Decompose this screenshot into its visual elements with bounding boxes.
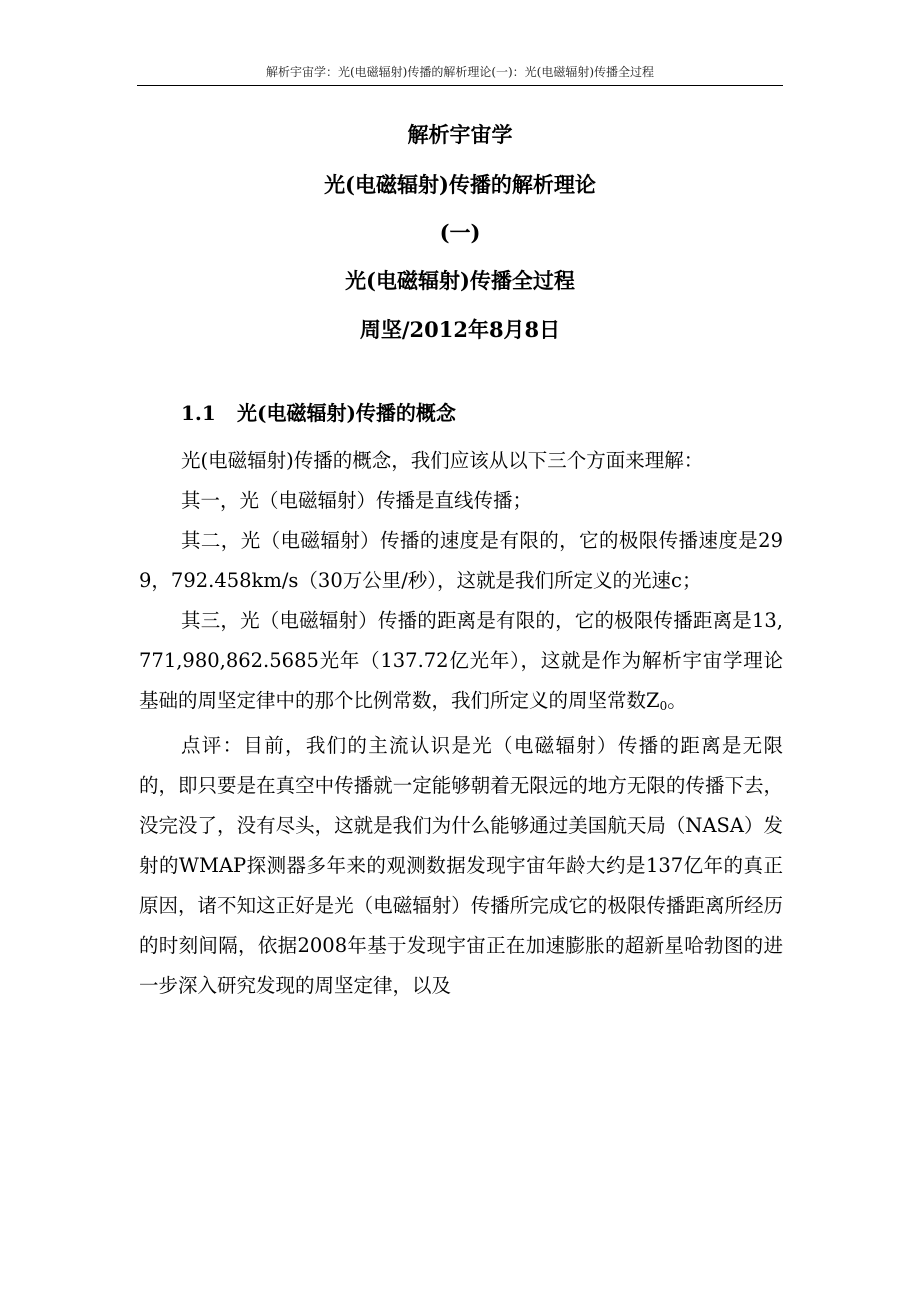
section-heading (181, 398, 456, 428)
paragraph-first: 其一，光（电磁辐射）传播是直线传播； (181, 489, 533, 512)
part-number: (一) (439, 220, 481, 245)
author-date: 周坚/2012年8月8日 (359, 317, 561, 342)
part-title: 光(电磁辐射)传播全过程 (345, 268, 575, 293)
paragraph-third (139, 601, 783, 726)
section-title: 光(电磁辐射)传播的概念 (237, 401, 456, 425)
paragraph-commentary: 点评：目前，我们的主流认识是光（电磁辐射）传播的距离是无限的，即只要是在真空中传播就一定能够朝着无限远的地方无限的传播下去，没完没了，没有尽头，这就是我们为什么能够通过美国航天局（NASA）发射的WMAP探测器多年来的观测数据发现宇宙年龄大约是137亿年的真正原因，诸不知这正好是光（电磁辐射）传播所完成它的极限传播距离所经历的时刻间隔，依据2008年基于发现宇宙正在加速膨胀的超新星哈勃图的进一步深入研究发现的周坚定律，以及 (139, 734, 783, 997)
paragraph-intro: 光(电磁辐射)传播的概念，我们应该从以下三个方面来理解： (181, 449, 704, 472)
subscript-zero: 0 (659, 699, 668, 713)
document-title: 解析宇宙学 (407, 122, 513, 147)
paragraph-third-end: 。 (667, 689, 687, 712)
paragraph-third-text: 其三，光（电磁辐射）传播的距离是有限的，它的极限传播距离是13,771,980,862.5685光年（137.72亿光年），这就是作为解析宇宙学理论基础的周坚定律中的那个比例常数，我们所定义的周坚常数Z (139, 609, 783, 712)
body-text (139, 441, 783, 1006)
running-header: 解析宇宙学：光(电磁辐射)传播的解析理论(一)：光(电磁辐射)传播全过程 (265, 65, 655, 79)
section-number: 1.1 (181, 401, 216, 425)
document-subtitle: 光(电磁辐射)传播的解析理论 (324, 172, 596, 197)
header-divider (137, 85, 783, 86)
paragraph-second: 其二，光（电磁辐射）传播的速度是有限的，它的极限传播速度是299，792.458km/s（30万公里/秒），这就是我们所定义的光速c； (139, 529, 783, 592)
